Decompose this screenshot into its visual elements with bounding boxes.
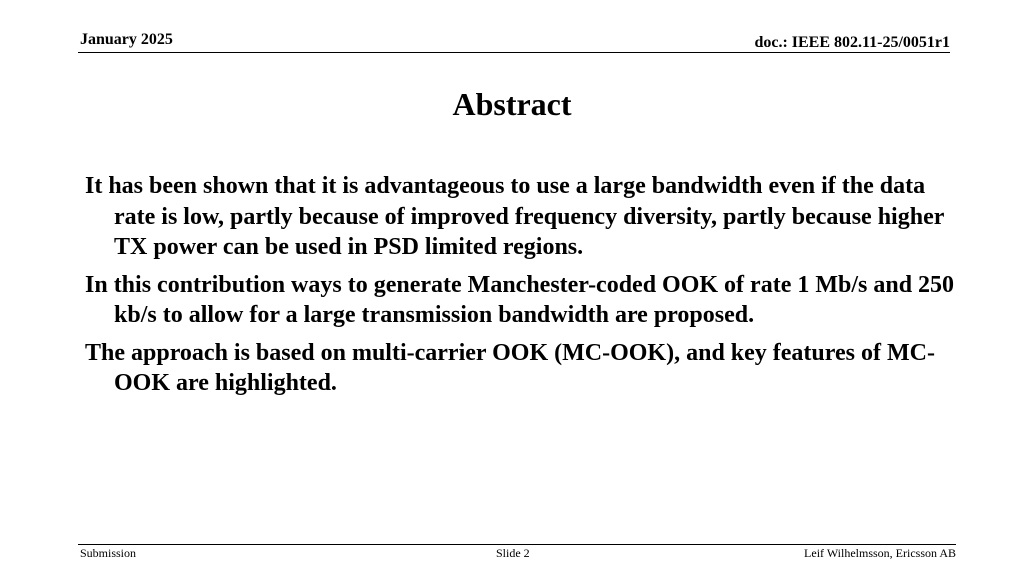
footer-author: Leif Wilhelmsson, Ericsson AB: [804, 546, 956, 560]
abstract-body: [85, 171, 965, 406]
footer-slide-number: Slide 2: [496, 546, 530, 560]
abstract-paragraph: The approach is based on multi-carrier OOK (MC-OOK), and key features of MC-OOK are highlighted.: [85, 339, 935, 396]
footer-divider: [78, 544, 956, 545]
abstract-paragraph: In this contribution ways to generate Manchester-coded OOK of rate 1 Mb/s and 250 kb/s to allow for a large transmission bandwidth are proposed.: [85, 271, 955, 328]
footer-submission: Submission: [80, 546, 137, 560]
abstract-paragraph: It has been shown that it is advantageous to use a large bandwidth even if the data rate is low, partly because of improved frequency diversity, partly because higher TX power can be used in PSD limited regions.: [85, 173, 944, 260]
header-date: January 2025: [80, 31, 173, 48]
header-doc-id: doc.: IEEE 802.11-25/0051r1: [754, 34, 950, 51]
slide-title: Abstract: [452, 86, 572, 122]
header-divider: [78, 52, 950, 53]
